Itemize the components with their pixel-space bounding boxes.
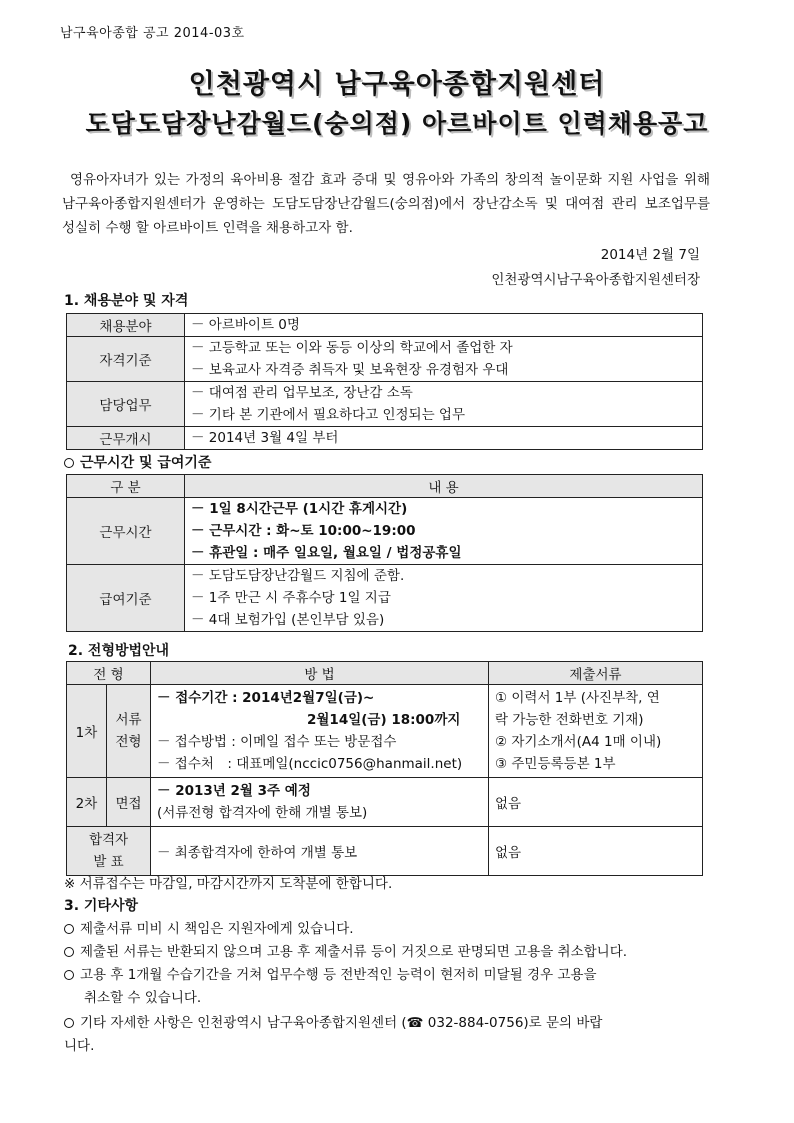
content-line: － 기타 본 기관에서 필요하다고 인정되는 업무	[191, 407, 465, 423]
content-line: － 접수기간 : 2014년2월7일(금)~	[157, 690, 375, 706]
table-row	[67, 827, 703, 876]
selection-table	[66, 661, 703, 876]
circle-bullet-icon	[64, 1018, 74, 1028]
content-line: ③ 주민등록등본 1부	[495, 756, 616, 772]
content-line: － 2013년 2월 3주 예정	[157, 783, 311, 799]
etc-item	[64, 1012, 714, 1058]
stage-name: 서류전형	[107, 685, 151, 778]
content-line: － 아르바이트 0명	[191, 317, 300, 333]
column-header: 제출서류	[489, 662, 703, 685]
row-label: 채용분야	[67, 314, 185, 337]
row-label: 자격기준	[67, 337, 185, 382]
table-row	[67, 382, 703, 427]
etc-item	[64, 964, 714, 1010]
stage-name	[67, 827, 151, 876]
column-header: 방 법	[151, 662, 489, 685]
stage-number: 1차	[67, 685, 107, 778]
content-line: － 휴관일 : 매주 일요일, 월요일 / 법정공휴일	[191, 545, 462, 561]
content-line: － 1주 만근 시 주휴수당 1일 지급	[191, 590, 391, 606]
stage-docs: 없음	[489, 778, 703, 827]
row-label: 급여기준	[67, 565, 185, 632]
content-line: (서류전형 합격자에 한해 개별 통보)	[157, 805, 368, 821]
circle-bullet-icon	[64, 458, 74, 468]
column-header: 구 분	[67, 475, 185, 498]
stage-name: 면접	[107, 778, 151, 827]
title-announcement: 도담도담장난감월드(숭의점) 아르바이트 인력채용공고	[85, 109, 709, 138]
row-label: 근무시간	[67, 498, 185, 565]
intro-text: 영유아자녀가 있는 가정의 육아비용 절감 효과 증대 및 영유아와 가족의 창의적 놀이문화 지원 사업을 위해 남구육아종합지원센터가 운영하는 도담도담장난감월드(숭의점)에서 장난감소독 및 대여점 관리 보조업무를 성실히 수행 할 아르바이트 인력을 채용하고자 함.	[62, 172, 710, 236]
content-line: － 1일 8시간근무 (1시간 휴게시간)	[191, 501, 408, 517]
section1-heading: 1. 채용분야 및 자격	[64, 293, 189, 309]
row-content	[185, 427, 703, 450]
etc-item	[64, 918, 714, 941]
content-line: － 고등학교 또는 이와 동등 이상의 학교에서 졸업한 자	[191, 340, 513, 356]
content-line: 2월14일(금) 18:00까지	[307, 712, 461, 728]
stage-method	[151, 685, 489, 778]
stage-name-line: 발 표	[93, 854, 124, 870]
section2-heading: 2. 전형방법안내	[68, 643, 170, 659]
work-table	[66, 474, 703, 632]
announcement-signer: 인천광역시남구육아종합지원센터장	[491, 272, 700, 288]
stage-method: － 최종합격자에 한하여 개별 통보	[151, 827, 489, 876]
content-line: － 2014년 3월 4일 부터	[191, 430, 339, 446]
row-content	[185, 565, 703, 632]
submission-note: ※ 서류접수는 마감일, 마감시간까지 도착분에 한합니다.	[64, 876, 393, 892]
table-row	[67, 427, 703, 450]
row-content	[185, 498, 703, 565]
work-heading-text: 근무시간 및 급여기준	[80, 455, 212, 471]
etc-item-text: 제출서류 미비 시 책임은 지원자에게 있습니다.	[80, 921, 354, 937]
stage-docs	[489, 685, 703, 778]
row-label: 근무개시	[67, 427, 185, 450]
table-row	[67, 565, 703, 632]
etc-item-continuation: 니다.	[64, 1038, 95, 1054]
content-line: 락 가능한 전화번호 기재)	[495, 712, 644, 728]
announcement-date: 2014년 2월 7일	[600, 247, 700, 263]
etc-item-text: 고용 후 1개월 수습기간을 거쳐 업무수행 등 전반적인 능력이 현저히 미달될 경우 고용을	[80, 967, 597, 983]
content-line: － 근무시간 : 화~토 10:00~19:00	[191, 523, 416, 539]
content-line: － 접수처 : 대표메일(nccic0756@hanmail.net)	[157, 756, 463, 772]
column-header: 전 형	[67, 662, 151, 685]
row-content	[185, 314, 703, 337]
row-content	[185, 382, 703, 427]
table-row	[67, 498, 703, 565]
recruitment-table	[66, 313, 703, 450]
stage-number: 2차	[67, 778, 107, 827]
stage-docs: 없음	[489, 827, 703, 876]
document-number: 남구육아종합 공고 2014-03호	[60, 26, 245, 41]
content-line: － 4대 보험가입 (본인부담 있음)	[191, 612, 385, 628]
content-line: － 도담도담장난감월드 지침에 준함.	[191, 568, 405, 584]
etc-item-continuation: 취소할 수 있습니다.	[84, 990, 202, 1006]
table-row	[67, 337, 703, 382]
circle-bullet-icon	[64, 947, 74, 957]
etc-item-text: 기타 자세한 사항은 인천광역시 남구육아종합지원센터 (☎ 032-884-0756)로 문의 바랍	[80, 1015, 603, 1031]
table-row	[67, 314, 703, 337]
circle-bullet-icon	[64, 970, 74, 980]
content-line: － 보육교사 자격증 취득자 및 보육현장 유경험자 우대	[191, 362, 509, 378]
content-line: ② 자기소개서(A4 1매 이내)	[495, 734, 662, 750]
table-row	[67, 778, 703, 827]
intro-paragraph	[62, 168, 710, 240]
stage-method	[151, 778, 489, 827]
work-heading	[64, 452, 211, 472]
etc-item-text: 제출된 서류는 반환되지 않으며 고용 후 제출서류 등이 거짓으로 판명되면 고용을 취소합니다.	[80, 944, 628, 960]
circle-bullet-icon	[64, 924, 74, 934]
content-line: － 접수방법 : 이메일 접수 또는 방문접수	[157, 734, 397, 750]
etc-item	[64, 941, 714, 964]
table-row	[67, 685, 703, 778]
content-line: ① 이력서 1부 (사진부착, 연	[495, 690, 660, 706]
content-line: － 대여점 관리 업무보조, 장난감 소독	[191, 385, 413, 401]
stage-name-line: 합격자	[88, 832, 129, 848]
row-content	[185, 337, 703, 382]
column-header: 내 용	[185, 475, 703, 498]
section3-heading: 3. 기타사항	[64, 898, 139, 914]
title-organization: 인천광역시 남구육아종합지원센터	[188, 69, 606, 100]
row-label: 담당업무	[67, 382, 185, 427]
